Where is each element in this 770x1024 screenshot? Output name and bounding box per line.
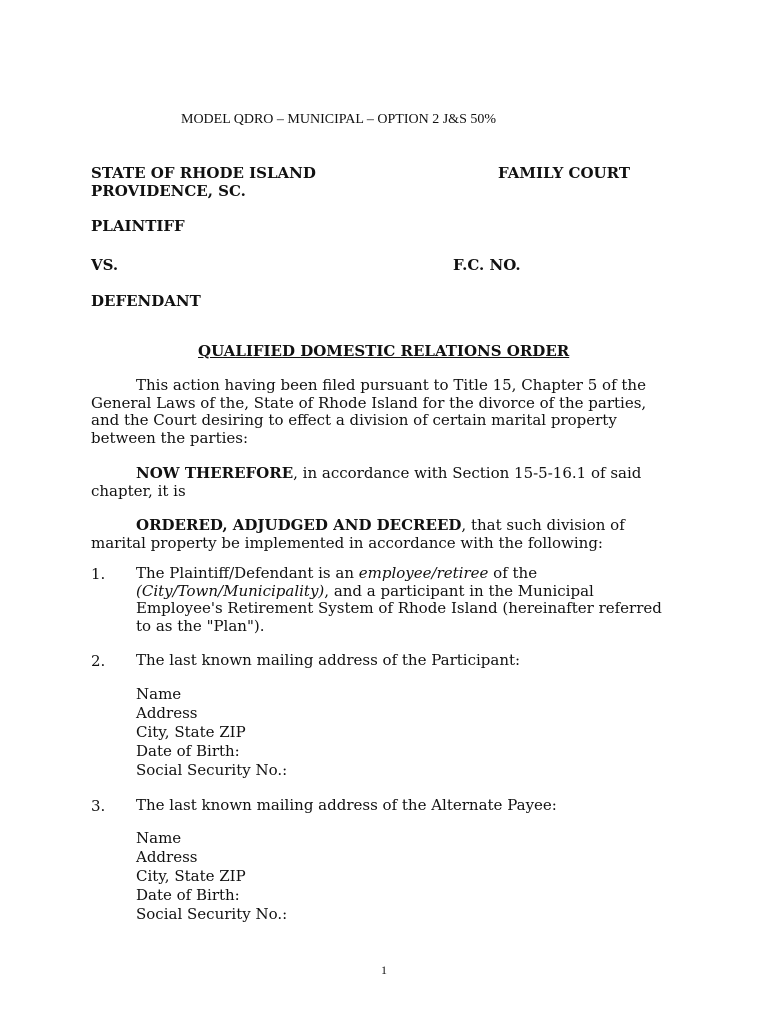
caption-court: FAMILY COURT bbox=[498, 164, 630, 182]
now-therefore-text: , in accordance with Section 15-5-16.1 of said chapter, it is bbox=[91, 464, 642, 500]
participant-address-field: Address bbox=[136, 704, 198, 722]
caption-defendant: DEFENDANT bbox=[91, 292, 201, 310]
model-header-line: MODEL QDRO – MUNICIPAL – OPTION 2 J&S 50% bbox=[181, 112, 497, 127]
alternate-payee-city-field: City, State ZIP bbox=[136, 867, 246, 885]
caption-state: STATE OF RHODE ISLAND bbox=[91, 164, 316, 182]
participant-city-field: City, State ZIP bbox=[136, 723, 246, 741]
intro-paragraph: This action having been filed pursuant to Title 15, Chapter 5 of the General Laws of the, State of Rhode Island for the divorce of the parties, and the Court desiring to effect a division of certain marital property between the parties: bbox=[91, 376, 647, 447]
item-1-text-c: , and a participant in the Municipal Employee's Retirement System of Rhode Island (hereinafter referred to as the "Plan"). bbox=[136, 581, 662, 635]
item-1-text bbox=[136, 565, 676, 635]
item-1-text-a: The Plaintiff/Defendant is an bbox=[136, 564, 359, 582]
item-1-italic-employee: employee/retiree bbox=[358, 564, 489, 582]
alternate-payee-address-block bbox=[136, 829, 287, 924]
now-therefore-paragraph bbox=[91, 465, 671, 500]
page-number: 1 bbox=[381, 963, 387, 977]
item-2-number: 2. bbox=[91, 652, 106, 670]
participant-address-block bbox=[136, 685, 287, 780]
alternate-payee-name-field: Name bbox=[136, 829, 182, 847]
item-1-text-b: of the bbox=[488, 564, 538, 582]
alternate-payee-address-field: Address bbox=[136, 848, 198, 866]
caption-county: PROVIDENCE, SC. bbox=[91, 182, 246, 200]
caption-vs: VS. bbox=[91, 256, 119, 274]
caption-plaintiff: PLAINTIFF bbox=[91, 217, 185, 235]
alternate-payee-dob-field: Date of Birth: bbox=[136, 886, 240, 904]
item-1-italic-municipality: (City/Town/Municipality) bbox=[136, 581, 325, 600]
participant-name-field: Name bbox=[136, 685, 182, 703]
participant-dob-field: Date of Birth: bbox=[136, 742, 240, 760]
alternate-payee-ssn-field: Social Security No.: bbox=[136, 905, 288, 923]
now-therefore-bold: NOW THEREFORE bbox=[136, 464, 294, 482]
item-3-number: 3. bbox=[91, 797, 106, 815]
ordered-text: , that such division of marital property be implemented in accordance with the following: bbox=[91, 516, 625, 552]
document-title: QUALIFIED DOMESTIC RELATIONS ORDER bbox=[198, 342, 570, 360]
item-2-text: The last known mailing address of the Participant: bbox=[136, 651, 521, 669]
item-1-number: 1. bbox=[91, 565, 106, 583]
item-3-text: The last known mailing address of the Alternate Payee: bbox=[136, 796, 557, 814]
caption-fc-no: F.C. NO. bbox=[453, 256, 521, 274]
ordered-paragraph bbox=[91, 517, 671, 552]
ordered-bold: ORDERED, ADJUDGED AND DECREED bbox=[136, 516, 462, 534]
participant-ssn-field: Social Security No.: bbox=[136, 761, 288, 779]
